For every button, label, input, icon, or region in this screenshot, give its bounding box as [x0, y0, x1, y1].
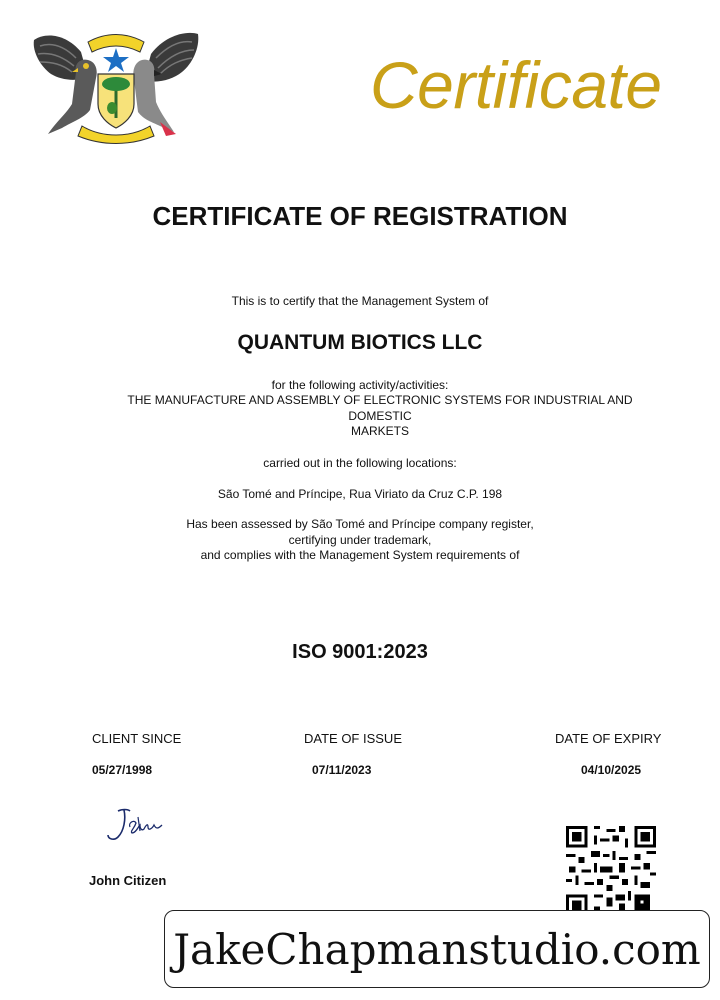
- iso-standard: ISO 9001:2023: [292, 641, 428, 663]
- certify-statement: This is to certify that the Management System of: [231, 294, 489, 308]
- company-name: QUANTUM BIOTICS LLC: [237, 331, 483, 354]
- client-since-label: CLIENT SINCE: [92, 731, 182, 746]
- watermark-text: JakeChapmanstudio.com: [173, 924, 701, 974]
- activity-line: DOMESTIC: [348, 408, 412, 423]
- handwritten-signature-icon: [104, 805, 166, 845]
- assessment-line: certifying under trademark,: [288, 532, 432, 547]
- date-of-issue-label: DATE OF ISSUE: [304, 731, 402, 746]
- signer-name: John Citizen: [89, 873, 167, 888]
- certificate-heading: Certificate: [370, 48, 662, 122]
- client-since-value: 05/27/1998: [92, 763, 153, 777]
- assessment-line: and complies with the Management System requirements of: [200, 548, 520, 562]
- date-of-expiry-label: DATE OF EXPIRY: [555, 731, 662, 746]
- date-of-issue-value: 07/11/2023: [312, 763, 372, 777]
- qr-code-icon[interactable]: [566, 826, 656, 916]
- coat-of-arms-icon: [26, 22, 206, 147]
- activity-line: THE MANUFACTURE AND ASSEMBLY OF ELECTRONIC SYSTEMS FOR INDUSTRIAL AND: [127, 393, 633, 407]
- assessment-line: Has been assessed by São Tomé and Príncipe company register,: [186, 517, 534, 531]
- date-of-expiry-value: 04/10/2025: [581, 763, 642, 777]
- locations-intro: carried out in the following locations:: [263, 456, 457, 470]
- activity-line: MARKETS: [350, 424, 409, 438]
- registration-title: CERTIFICATE OF REGISTRATION: [152, 201, 568, 231]
- assessment-statement: [0, 517, 720, 564]
- watermark-banner: [164, 910, 710, 988]
- activity-intro: for the following activity/activities:: [271, 378, 449, 392]
- location-address: São Tomé and Príncipe, Rua Viriato da Cruz C.P. 198: [217, 487, 503, 501]
- activity-description: [90, 393, 670, 440]
